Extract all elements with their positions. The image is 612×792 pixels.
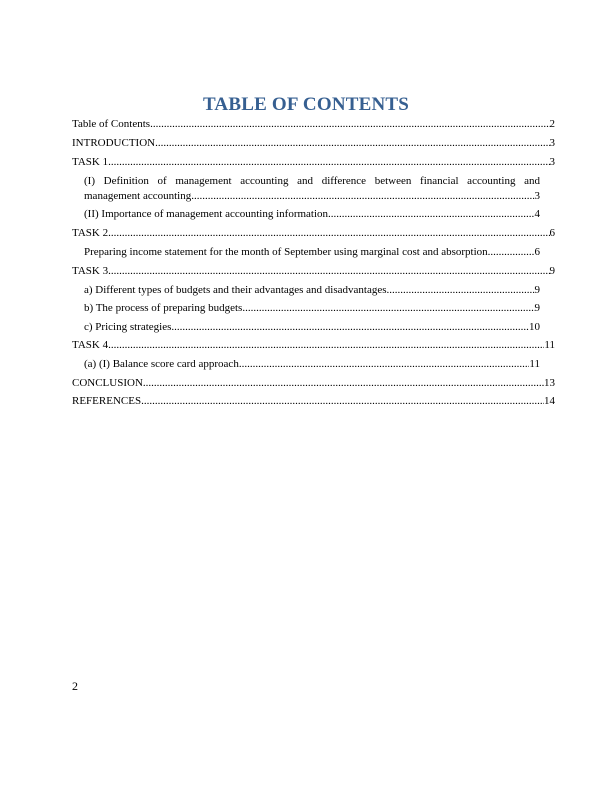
- toc-entry-text: management accounting: [84, 190, 192, 202]
- toc-entry-table-of-contents[interactable]: [72, 118, 555, 131]
- toc-entry-conclusion[interactable]: [72, 377, 555, 390]
- toc-entry-pricing[interactable]: [84, 321, 540, 334]
- leader-dots: [328, 208, 534, 221]
- toc-entry-text: TASK 4: [72, 339, 109, 351]
- toc-page-number: 6: [534, 246, 540, 258]
- leader-dots: [141, 395, 544, 408]
- toc-entry-text: REFERENCES: [72, 395, 142, 407]
- toc-entry-importance[interactable]: [84, 208, 540, 221]
- leader-dots: [155, 137, 549, 150]
- toc-entry-references[interactable]: [72, 395, 555, 408]
- toc-page-number: 4: [534, 208, 540, 220]
- toc-entry-balance-scorecard[interactable]: [84, 358, 540, 371]
- toc-page-number: 6: [549, 227, 555, 239]
- toc-entry-text: TASK 2: [72, 227, 109, 239]
- toc-entry-task-4[interactable]: [72, 339, 555, 352]
- toc-page-number: 11: [544, 339, 555, 351]
- toc-page-number: 11: [529, 358, 540, 370]
- toc-entry-text: (a) (I) Balance score card approach: [84, 358, 239, 370]
- toc-entry-definition-line1[interactable]: (I) Definition of management accounting and difference between financial accounting and: [84, 175, 540, 187]
- toc-page-number: 13: [544, 377, 555, 389]
- toc-page-number: 3: [549, 137, 555, 149]
- leader-dots: [191, 190, 534, 203]
- toc-entry-task-2[interactable]: [72, 227, 555, 240]
- toc-entry-text: Table of Contents: [72, 118, 151, 130]
- toc-entry-introduction[interactable]: [72, 137, 555, 150]
- toc-page-number: 14: [544, 395, 555, 407]
- toc-page-number: 2: [549, 118, 555, 130]
- toc-entry-text: CONCLUSION: [72, 377, 143, 389]
- toc-entry-task-3[interactable]: [72, 265, 555, 278]
- toc-entry-text: b) The process of preparing budgets: [84, 302, 243, 314]
- toc-entry-budget-process[interactable]: [84, 302, 540, 315]
- toc-entry-text: INTRODUCTION: [72, 137, 156, 149]
- toc-entry-text: Preparing income statement for the month of September using marginal cost and absorption: [84, 246, 488, 258]
- toc-page-number: 3: [534, 190, 540, 202]
- toc-page-number: 10: [529, 321, 540, 333]
- leader-dots: [242, 302, 534, 315]
- toc-page-number: 9: [534, 302, 540, 314]
- toc-entry-text: TASK 1: [72, 156, 109, 168]
- leader-dots: [108, 227, 549, 240]
- toc-entry-task-1[interactable]: [72, 156, 555, 169]
- toc-title: TABLE OF CONTENTS: [202, 94, 410, 115]
- toc-entry-definition[interactable]: [84, 190, 540, 203]
- page-number: 2: [72, 679, 78, 693]
- toc-page-number: 9: [549, 265, 555, 277]
- leader-dots: [108, 339, 544, 352]
- leader-dots: [387, 284, 535, 297]
- leader-dots: [108, 265, 549, 278]
- toc-entry-text: (II) Importance of management accounting information: [84, 208, 329, 220]
- toc-page-number: 9: [534, 284, 540, 296]
- toc-entry-budget-types[interactable]: [84, 284, 540, 297]
- toc-entry-text: c) Pricing strategies: [84, 321, 172, 333]
- toc-entry-text: a) Different types of budgets and their advantages and disadvantages: [84, 284, 387, 296]
- leader-dots: [108, 156, 549, 169]
- leader-dots: [143, 377, 544, 390]
- leader-dots: [239, 358, 530, 371]
- leader-dots: [150, 118, 549, 131]
- toc-page-number: 3: [549, 156, 555, 168]
- toc-entry-income-statement[interactable]: [84, 246, 540, 259]
- leader-dots: [171, 321, 529, 334]
- toc-entry-text: TASK 3: [72, 265, 109, 277]
- leader-dots: [488, 246, 535, 259]
